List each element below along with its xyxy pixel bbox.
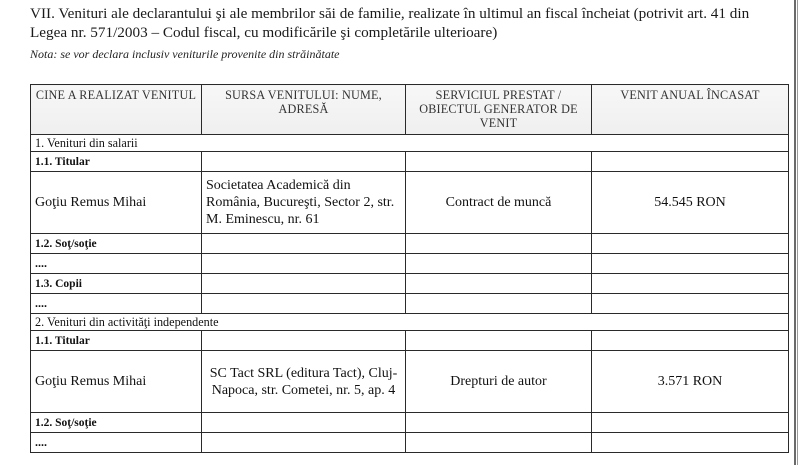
placeholder-row <box>31 294 789 314</box>
annual-income: 54.545 RON <box>592 172 789 234</box>
spouse-row <box>31 413 789 433</box>
income-table <box>30 84 789 453</box>
placeholder-dots: .... <box>31 294 202 314</box>
section-row-salaries <box>31 135 789 152</box>
table-header-row <box>31 85 789 135</box>
spouse-label: 1.2. Soţ/soţie <box>31 234 202 254</box>
placeholder-dots: .... <box>31 433 202 453</box>
titular-label: 1.1. Titular <box>31 331 202 351</box>
children-row <box>31 274 789 294</box>
scan-border <box>794 0 796 465</box>
scan-border <box>797 0 798 465</box>
placeholder-row <box>31 254 789 274</box>
section-title: 1. Venituri din salarii <box>31 135 789 152</box>
income-source: SC Tact SRL (editura Tact), Cluj-Napoca, str. Cometei, nr. 5, ap. 4 <box>202 351 406 413</box>
income-source: Societatea Academică din România, Bucureşti, Sector 2, str. M. Eminescu, nr. 61 <box>202 172 406 234</box>
earner-name: Goţiu Remus Mihai <box>31 172 202 234</box>
placeholder-row <box>31 433 789 453</box>
service-provided: Drepturi de autor <box>406 351 592 413</box>
column-header-service: SERVICIUL PRESTAT / OBIECTUL GENERATOR DE VENIT <box>406 85 592 135</box>
section-note: Nota: se vor declara inclusiv veniturile provenite din străinătate <box>30 47 340 61</box>
titular-label: 1.1. Titular <box>31 152 202 172</box>
annual-income: 3.571 RON <box>592 351 789 413</box>
titular-row <box>31 331 789 351</box>
table-row <box>31 172 789 234</box>
section-title: 2. Venituri din activităţi independente <box>31 314 789 331</box>
table-row <box>31 351 789 413</box>
section-row-independent <box>31 314 789 331</box>
column-header-earner: CINE A REALIZAT VENITUL <box>31 85 202 135</box>
service-provided: Contract de muncă <box>406 172 592 234</box>
column-header-amount: VENIT ANUAL ÎNCASAT <box>592 85 789 135</box>
placeholder-dots: .... <box>31 254 202 274</box>
titular-row <box>31 152 789 172</box>
spouse-row <box>31 234 789 254</box>
section-heading: VII. Venituri ale declarantului şi ale membrilor săi de familie, realizate în ultimul an fiscal încheiat (potrivit art. 41 din Legea nr. 571/2003 – Codul fiscal, cu modificările şi completările ulterioare) <box>30 5 750 41</box>
earner-name: Goţiu Remus Mihai <box>31 351 202 413</box>
column-header-source: SURSA VENITULUI: NUME, ADRESĂ <box>202 85 406 135</box>
spouse-label: 1.2. Soţ/soţie <box>31 413 202 433</box>
children-label: 1.3. Copii <box>31 274 202 294</box>
